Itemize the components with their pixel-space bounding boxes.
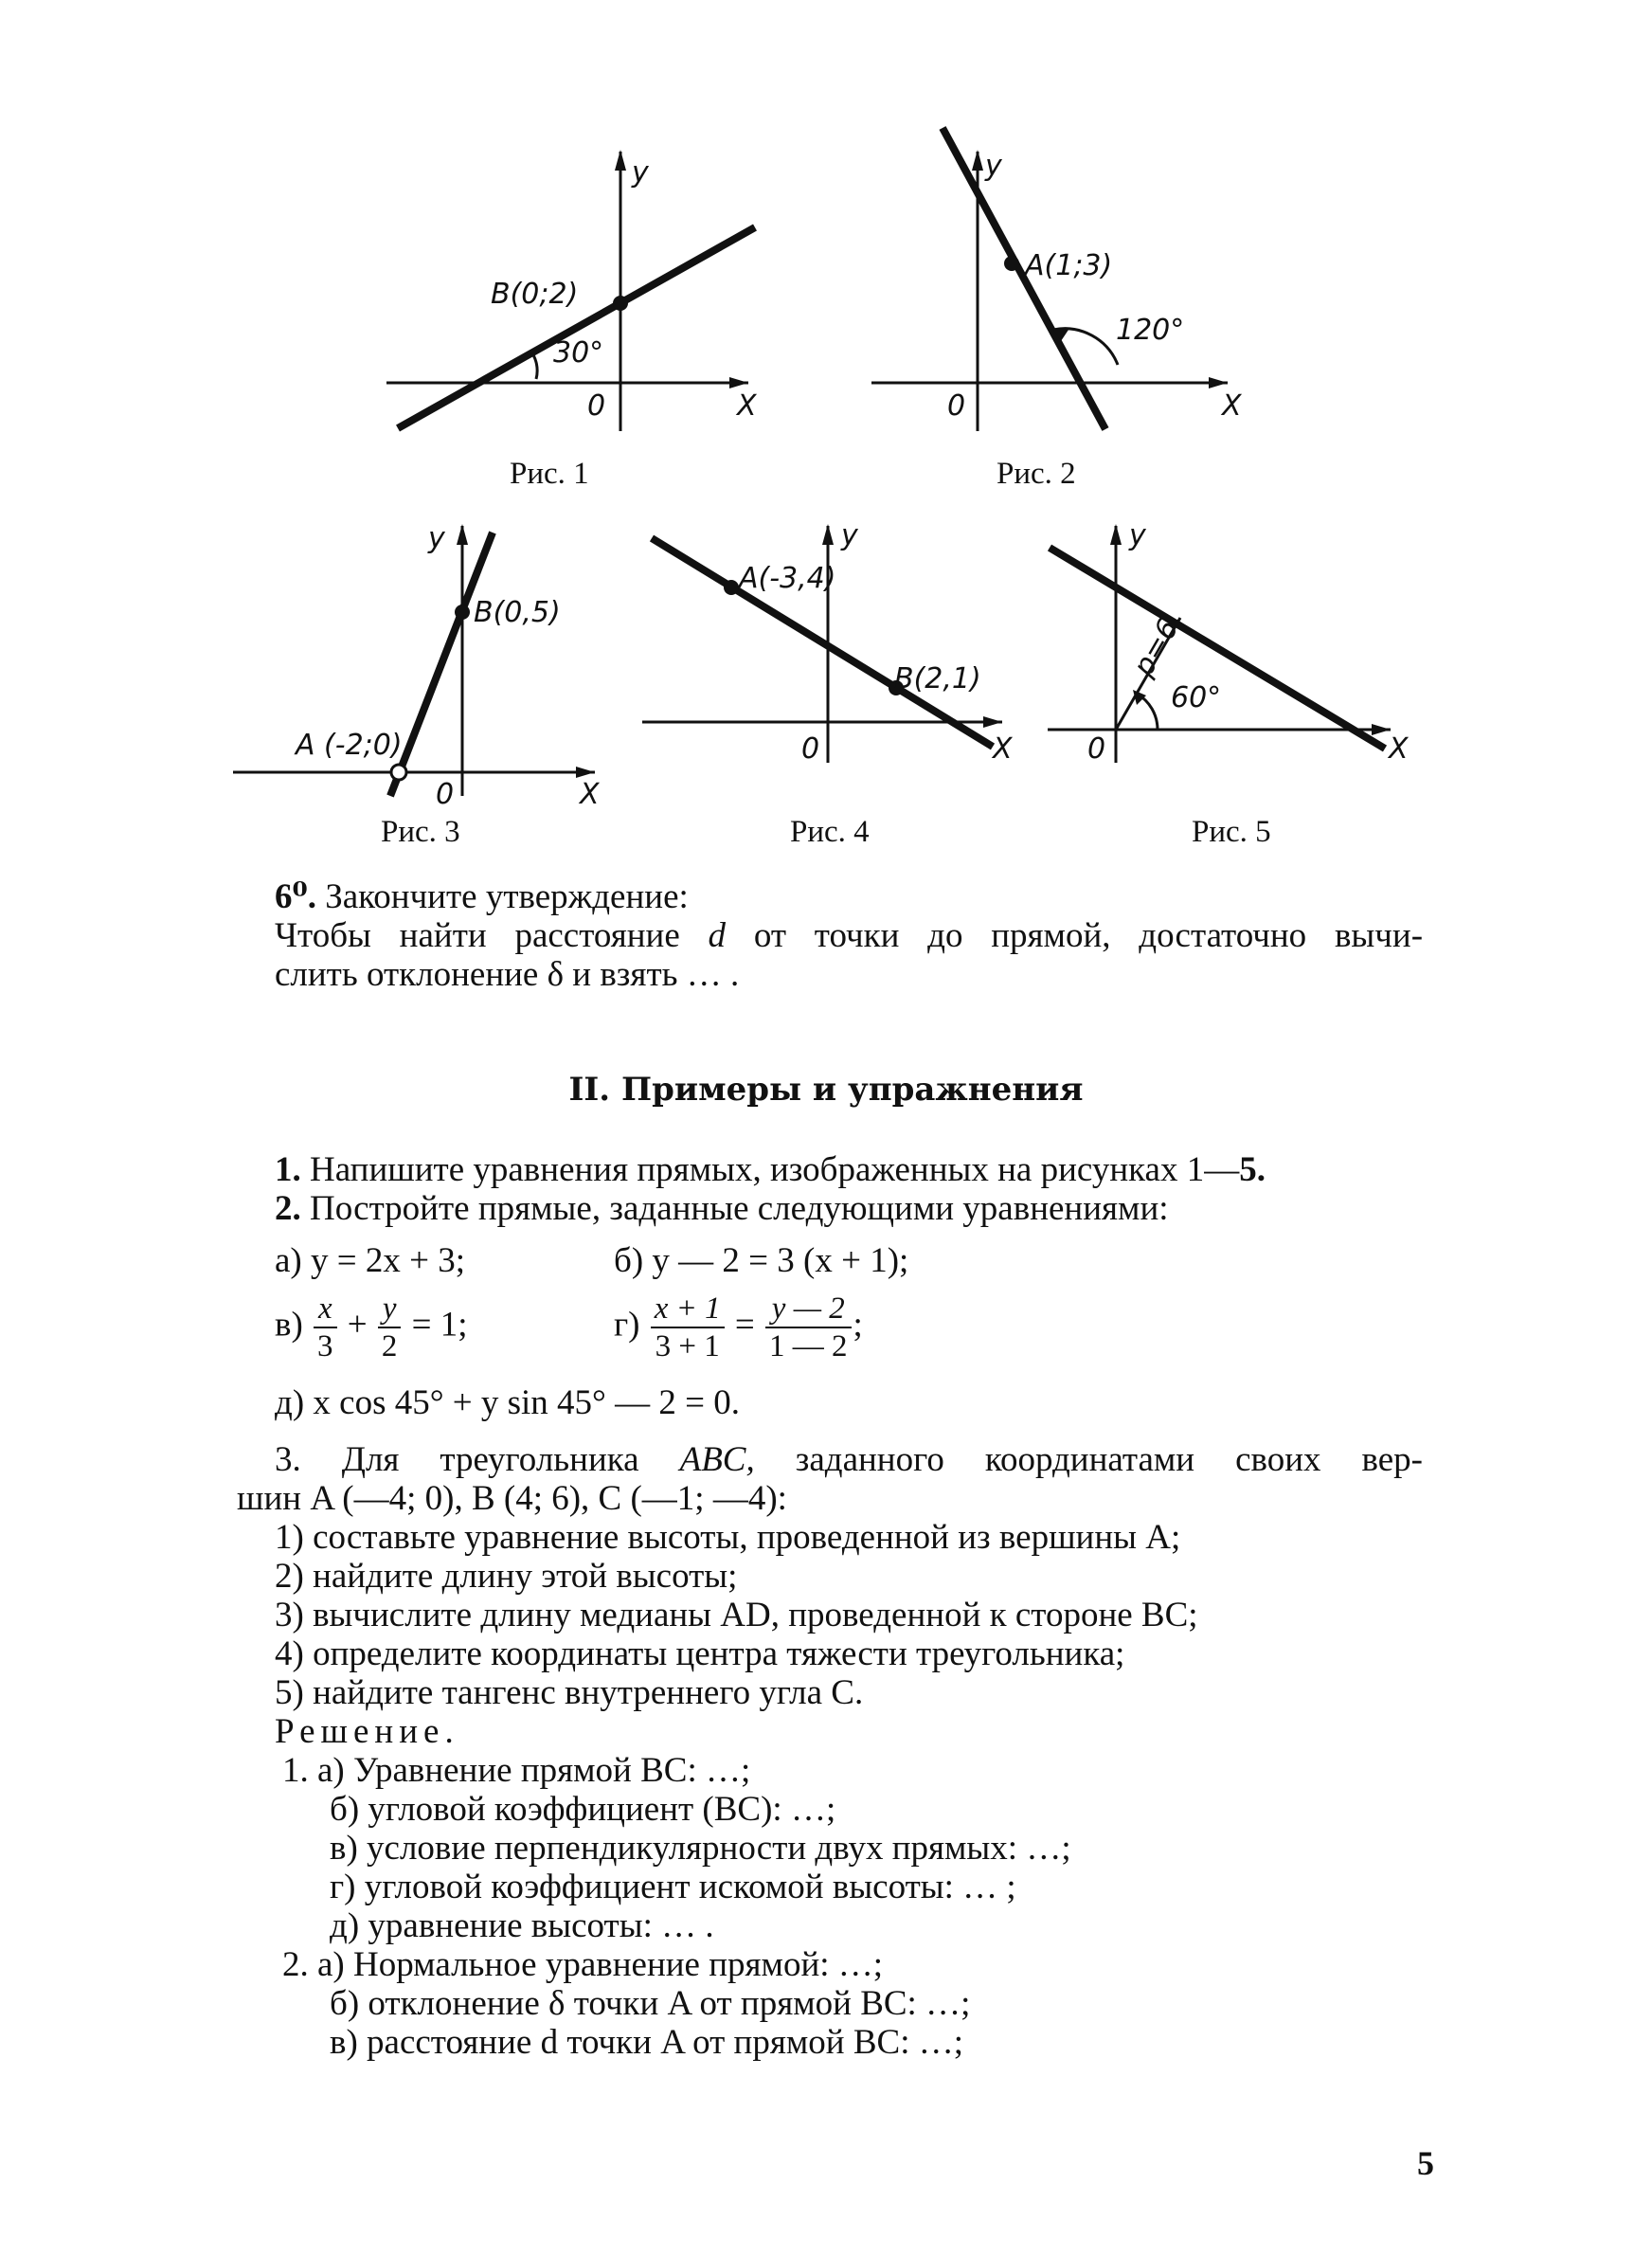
ex2-v-frac-2	[378, 1291, 402, 1364]
fig4-x-label: X	[993, 732, 1013, 766]
ex2-g-frac-2	[765, 1291, 852, 1364]
ex2-text: Постройте прямые, заданные следующими уравнениями:	[310, 1189, 1169, 1228]
fig2-point-label: A(1;3)	[1025, 249, 1113, 282]
q6-var-d: d	[708, 916, 727, 955]
q6-title-line	[275, 877, 689, 916]
fig5-x-label: X	[1389, 732, 1409, 766]
fig3-line	[390, 533, 493, 796]
ex3-task-2: 2) найдите длину этой высоты;	[275, 1557, 738, 1596]
solution-1b: б) угловой коэффициент (BC): …;	[330, 1790, 836, 1829]
figure-5	[1048, 519, 1410, 849]
fig2-caption: Рис. 2	[997, 457, 1076, 491]
ex2-g-end: ;	[853, 1305, 863, 1345]
ex2-v-rhs: = 1;	[411, 1305, 468, 1345]
ex1-tail: 5.	[1239, 1150, 1266, 1189]
fig5-x-arrow-icon	[1372, 724, 1391, 735]
ex2-number: 2.	[275, 1189, 301, 1228]
ex3-task-5: 5) найдите тангенс внутреннего угла C.	[275, 1673, 864, 1712]
fig3-x-arrow-icon	[576, 767, 595, 778]
fig1-origin-label: 0	[587, 389, 606, 423]
fig1-point-b	[613, 296, 628, 311]
fig4-y-arrow-icon	[822, 524, 834, 545]
fig4-point-b-label: B(2,1)	[894, 662, 981, 695]
solution-label: Решение.	[275, 1712, 459, 1751]
fig4-y-label: y	[841, 519, 858, 552]
fig1-caption: Рис. 1	[510, 457, 589, 491]
ex3-line-2: шин A (—4; 0), B (4; 6), C (—1; —4):	[237, 1479, 787, 1518]
figure-2	[871, 128, 1243, 491]
ex3-task-1: 1) составьте уравнение высоты, проведенной из вершины A;	[275, 1518, 1181, 1557]
figure-4	[642, 519, 1014, 849]
fig1-x-arrow-icon	[729, 377, 748, 388]
ex3-task-4: 4) определите координаты центра тяжести треугольника;	[275, 1634, 1125, 1673]
ex2-item-v	[275, 1291, 468, 1364]
ex2-g-eq: =	[734, 1305, 755, 1345]
ex2-v-num-2: y	[378, 1291, 402, 1328]
fig2-angle-label: 120°	[1116, 314, 1185, 347]
fig5-line	[1050, 548, 1385, 749]
ex2-v-num-1: x	[314, 1291, 337, 1328]
ex2-line	[275, 1189, 1169, 1228]
ex2-v-den-1: 3	[317, 1329, 333, 1363]
fig1-x-label: X	[737, 389, 757, 423]
fig3-origin-label: 0	[436, 778, 455, 811]
ex2-item-d: д) x cos 45° + y sin 45° — 2 = 0.	[275, 1383, 740, 1422]
fig1-point-label: B(0;2)	[491, 278, 579, 311]
page-number: 5	[1417, 2144, 1434, 2182]
fig2-point-a	[1004, 256, 1019, 271]
fig3-point-b-label: B(0,5)	[474, 596, 561, 629]
ex2-g-prefix: г)	[614, 1305, 640, 1345]
ex2-v-den-2: 2	[381, 1329, 398, 1363]
ex2-g-frac-1	[651, 1291, 725, 1364]
fig5-y-label: y	[1129, 519, 1146, 552]
ex1-text: Напишите уравнения прямых, изображенных на рисунках 1—	[310, 1150, 1240, 1189]
ex2-v-frac-1	[314, 1291, 337, 1364]
ex2-v-prefix: в)	[275, 1305, 303, 1345]
ex2-g-den-2: 1 — 2	[769, 1329, 848, 1363]
ex2-g-num-1: x + 1	[651, 1291, 725, 1328]
fig1-line	[398, 227, 755, 428]
ex1-line	[275, 1150, 1266, 1189]
q6-line-1	[275, 916, 1423, 955]
fig5-angle-arrow-icon	[1133, 690, 1146, 705]
fig3-y-label: y	[428, 522, 445, 555]
solution-1v: в) условие перпендикулярности двух прямых: …;	[330, 1829, 1071, 1868]
ex1-number: 1.	[275, 1150, 301, 1189]
fig3-caption: Рис. 3	[381, 815, 460, 849]
ex2-item-g	[614, 1291, 863, 1364]
ex3-line-1	[275, 1440, 1423, 1479]
ex3-task-3: 3) вычислите длину медианы AD, проведенной к стороне BC;	[275, 1596, 1198, 1634]
fig2-y-arrow-icon	[972, 150, 983, 171]
ex2-item-b: б) y — 2 = 3 (x + 1);	[614, 1241, 909, 1280]
fig4-point-a	[724, 580, 739, 595]
figures-area	[0, 0, 1652, 881]
fig2-x-label: X	[1222, 389, 1242, 423]
section-title: II. Примеры и упражнения	[568, 1071, 1084, 1109]
fig4-origin-label: 0	[801, 732, 820, 766]
ex2-g-num-2: y — 2	[765, 1291, 852, 1328]
ex3-line-1-a: 3. Для треугольника	[275, 1440, 639, 1479]
fig5-y-arrow-icon	[1110, 524, 1122, 545]
solution-2b: б) отклонение δ точки A от прямой BC: …;	[330, 1984, 971, 2023]
fig5-caption: Рис. 5	[1192, 815, 1271, 849]
ex2-item-a: а) y = 2x + 3;	[275, 1241, 466, 1280]
ex2-v-op: +	[347, 1305, 368, 1345]
fig3-x-label: X	[580, 778, 600, 811]
solution-2a: 2. а) Нормальное уравнение прямой: …;	[282, 1945, 884, 1984]
solution-1g: г) угловой коэффициент искомой высоты: … ;	[330, 1868, 1016, 1906]
fig4-point-a-label: A(-3,4)	[739, 562, 836, 595]
fig2-origin-label: 0	[947, 389, 966, 423]
figure-3	[233, 522, 601, 849]
fig1-y-label: y	[632, 156, 649, 190]
ex3-line-1-b: заданного координатами своих вер-	[795, 1440, 1424, 1479]
fig2-x-arrow-icon	[1209, 377, 1228, 388]
ex2-g-den-1: 3 + 1	[655, 1329, 720, 1363]
fig1-y-arrow-icon	[615, 150, 626, 171]
q6-line-2: слить отклонение δ и взять … .	[275, 955, 740, 994]
figure-1	[386, 150, 758, 491]
fig3-point-a	[391, 765, 406, 780]
fig4-x-arrow-icon	[983, 716, 1002, 728]
q6-title: Закончите утверждение:	[325, 877, 689, 916]
fig4-caption: Рис. 4	[790, 815, 870, 849]
q6-line-1-b: от точки до прямой, достаточно вычи-	[753, 916, 1424, 955]
fig1-angle-label: 30°	[553, 336, 604, 370]
fig5-angle-label: 60°	[1171, 681, 1222, 714]
fig3-point-a-label: A (-2;0)	[296, 729, 403, 762]
solution-1a: 1. а) Уравнение прямой BC: …;	[282, 1751, 751, 1790]
q6-line-1-a: Чтобы найти расстояние	[275, 916, 680, 955]
solution-1d: д) уравнение высоты: … .	[330, 1906, 714, 1945]
fig5-origin-label: 0	[1087, 732, 1106, 766]
fig2-y-label: y	[985, 150, 1002, 183]
q6-number: 6⁰.	[275, 877, 316, 916]
fig3-point-b	[455, 605, 470, 620]
fig5-p-label: p=6	[1126, 613, 1186, 682]
ex3-var-abc: ABC,	[679, 1440, 755, 1479]
solution-2v: в) расстояние d точки A от прямой BC: …;	[330, 2023, 963, 2062]
fig3-y-arrow-icon	[457, 524, 468, 545]
